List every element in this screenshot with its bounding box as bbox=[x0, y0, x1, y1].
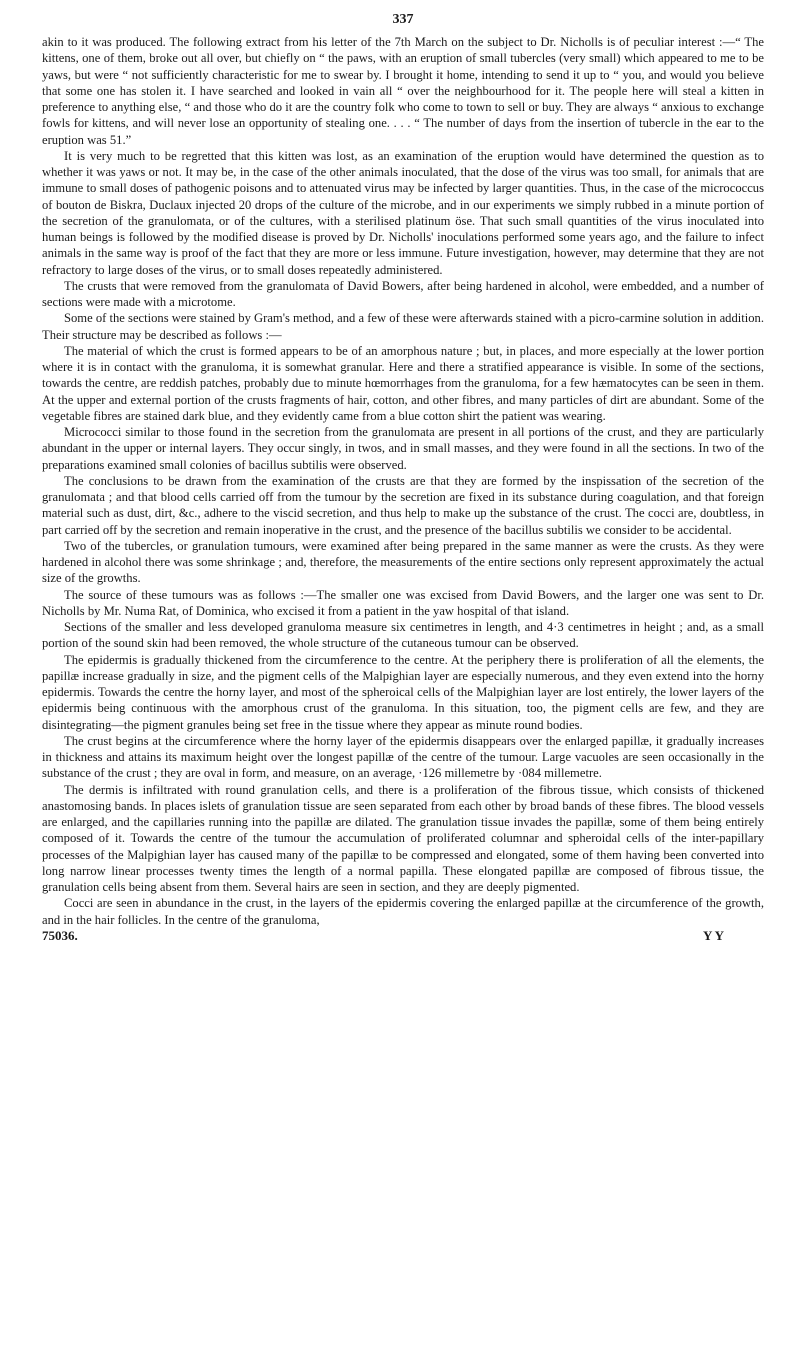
paragraph-kitten-letter: akin to it was produced. The following extract from his letter of the 7th March on the subject to Dr. Nicholls is of peculiar interest :—“ The kittens, one of them, broke out all over, but chiefly on “ the paws, with an eruption of small tubercles (very small) which appeared to me to be yaws, but were “ not sufficiently characteristic for me to swear by. I brought it home, intending to send it up to “ you, and would you believe that some one has stolen it. I have searched and looked in vain all “ over the neighbourhood for it. The people here will steal a kitten in preference to anything else, “ and those who do it are the country folk who come to town to sell or buy. They are always “ anxious to exchange fowls for kittens, and will never lose an opportunity of stealing one. . . . “ The number of days from the insertion of tubercle in the ear to the eruption was 51.” bbox=[42, 35, 764, 147]
page-number: 337 bbox=[392, 12, 414, 27]
paragraph-crust-begins: The crust begins at the circumference where the horny layer of the epidermis disappears over the enlarged papillæ, it gradually increases in thickness and attains its maximum height over the longest papillæ of the centre of the tumour. Large vacuoles are seen occasionally in the substance of the crust ; they are oval in form, and measure, on an average, ·126 millemetre by ·084 millemetre. bbox=[42, 733, 764, 781]
signature-mark: Y Y bbox=[702, 927, 724, 943]
print-code: 75036. bbox=[42, 927, 78, 943]
paragraph-tumour-source: The source of these tumours was as follows :—The smaller one was excised from David Bowers, and the larger one was sent to Dr. Nicholls by Mr. Numa Rat, of Dominica, who excised it from a patient in the yaw hospital of that island. bbox=[42, 587, 764, 618]
page-footer bbox=[42, 928, 764, 944]
paragraph-conclusions: The conclusions to be drawn from the examination of the crusts are that they are formed by the inspissation of the secretion of the granulomata ; and that blood cells carried off from the tumour by the secretion are fixed in its substance during coagulation, and that foreign material such as dust, dirt, &c., adhere to the viscid secretion, and thus help to make up the substance of the crust. The cocci are, doubtless, in part carried off by the secretion and remain inoperative in the crust, and the presence of the bacillus subtilis we consider to be accidental. bbox=[42, 473, 764, 537]
paragraph-tubercles-examined: Two of the tubercles, or granulation tumours, were examined after being prepared in the same manner as were the crusts. As they were hardened in alcohol there was some shrinkage ; and, therefore, the measurements of the entire sections only represent approximately the actual size of the growths. bbox=[42, 538, 764, 586]
document-page bbox=[42, 12, 764, 944]
paragraph-crust-material: The material of which the crust is formed appears to be of an amorphous nature ; but, in places, and more especially at the lower portion where it is in contact with the granuloma, it is somewhat granular. Here and there a stratified appearance is visible. In some of the sections, towards the centre, are reddish patches, probably due to minute hœmorrhages from the granuloma, for a few hæmatocytes can be seen in them. At the upper and external portion of the crusts fragments of hair, cotton, and other fibres, and many particles of dirt are abundant. Some of the vegetable fibres are stained dark blue, and they evidently came from a blue cotton shirt the patient was wearing. bbox=[42, 343, 764, 423]
paragraph-dermis: The dermis is infiltrated with round granulation cells, and there is a proliferation of the fibrous tissue, which consists of thickened anastomosing bands. In places islets of granulation tissue are seen separated from each other by broad bands of these fibres. The blood vessels are enlarged, and the capillaries running into the papillæ are dilated. The granulation tissue invades the papillæ, some of them being entirely composed of it. Towards the centre of the tumour the accumulation of proliferated columnar and spheroidal cells of the inter-papillary processes of the Malpighian layer has caused many of the papillæ to be compressed and elongated, some of them having been converted into long narrow linear processes twenty times the length of a normal papilla. These elongated papillæ are composed of fibrous tissue, the granulation cells being absent from them. Several hairs are seen in section, and they are deeply pigmented. bbox=[42, 782, 764, 894]
paragraph-staining: Some of the sections were stained by Gram's method, and a few of these were afterwards stained with a picro-carmine solution in addition. Their structure may be described as follows :— bbox=[42, 311, 764, 342]
paragraph-micrococci: Micrococci similar to those found in the secretion from the granulomata are present in all portions of the crust, and they are particularly abundant in the upper or internal layers. They occur singly, in twos, and in small masses, and they were found in all the sections. In two of the preparations examined small colonies of bacillus subtilis were observed. bbox=[42, 425, 764, 472]
paragraph-kitten-lost: It is very much to be regretted that this kitten was lost, as an examination of the eruption would have determined the question as to whether it was yaws or not. It may be, in the case of the other animals inoculated, that the dose of the virus was too small, for animals that are immune to small doses of pathogenic poisons and to attenuated virus may be infected by larger quantities. Thus, in the case of the micrococcus of bouton de Biskra, Duclaux injected 20 drops of the culture of the microbe, and in our experiments we simply rubbed in a minute portion of the secretion of the granulomata, or of the cultures, with a sterilised platinum öse. That such small quantities of the virus inoculated into human beings is followed by the modified disease is proved by Dr. Nicholls' inoculations performed some years ago, and the failure to infect animals in the same way is proof of the fact that they are more or less immune. Future investigation, however, may determine that they are not refractory to large doses of the virus, or to small doses repeatedly administered. bbox=[42, 148, 764, 277]
paragraph-section-measurements: Sections of the smaller and less developed granuloma measure six centimetres in length, and 4·3 centimetres in height ; and, as a small portion of the sound skin had been removed, the whole structure of the cutaneous tumour can be observed. bbox=[42, 620, 764, 651]
paragraph-cocci-abundance: Cocci are seen in abundance in the crust, in the layers of the epidermis covering the enlarged papillæ at the circumference of the growth, and in the hair follicles. In the centre of the granuloma, bbox=[42, 896, 764, 927]
paragraph-epidermis: The epidermis is gradually thickened from the circumference to the centre. At the periphery there is proliferation of all the elements, the papillæ increase gradually in size, and the pigment cells of the Malpighian layer are especially numerous, and they even extend into the horny epidermis. Towards the centre the horny layer, and most of the spheroical cells of the Malpighian layer are lost entirely, the lower layers of the epidermis being continuous with the amorphous crust of the granuloma. In this situation, too, the pigment cells are few, and they are disintegrating—the pigment granules being set free in the tissue where they appear as minute round bodies. bbox=[42, 652, 764, 732]
paragraph-crusts-removed: The crusts that were removed from the granulomata of David Bowers, after being hardened in alcohol, were embedded, and a number of sections were made with a microtome. bbox=[42, 278, 764, 309]
